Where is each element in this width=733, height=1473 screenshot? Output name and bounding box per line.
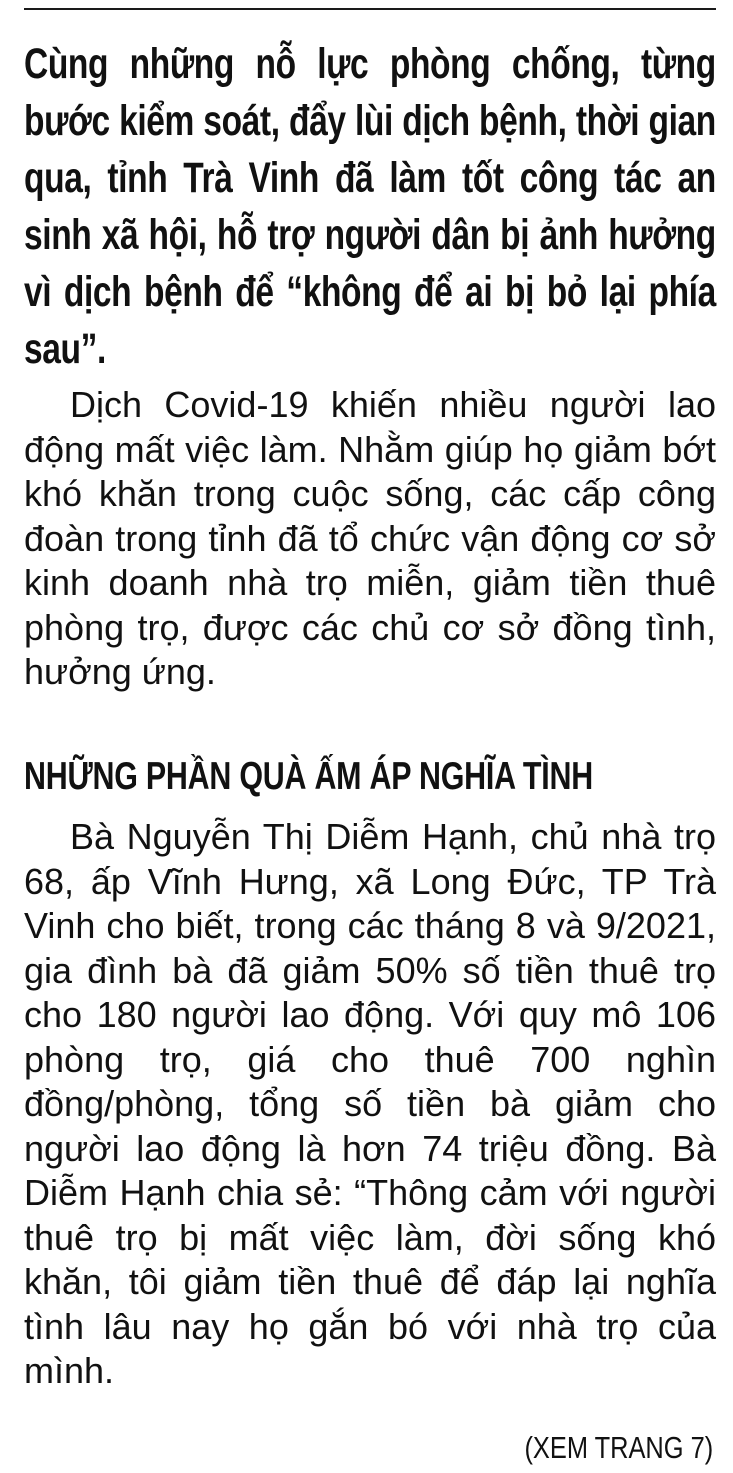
top-divider xyxy=(24,8,716,10)
section-subheading: NHỮNG PHẦN QUÀ ẤM ÁP NGHĨA TÌNH xyxy=(24,755,593,798)
article-paragraph: Dịch Covid-19 khiến nhiều người lao động mất việc làm. Nhằm giúp họ giảm bớt khó khăn trong cuộc sống, các cấp công đoàn trong tỉnh đã tổ chức vận động cơ sở kinh doanh nhà trọ miễn, giảm tiền thuê phòng trọ, được các chủ cơ sở đồng tình, hưởng ứng. xyxy=(24,384,716,692)
article-paragraph: Bà Nguyễn Thị Diễm Hạnh, chủ nhà trọ 68, ấp Vĩnh Hưng, xã Long Đức, TP Trà Vinh cho biết, trong các tháng 8 và 9/2021, gia đình bà đã giảm 50% số tiền thuê trọ cho 180 người lao động. Với quy mô 106 phòng trọ, giá cho thuê 700 nghìn đồng/phòng, tổng số tiền bà giảm cho người lao động là hơn 74 triệu đồng. Bà Diễm Hạnh chia sẻ: “Thông cảm với người thuê trọ bị mất việc làm, đời sống khó khăn, tôi giảm tiền thuê để đáp lại nghĩa tình lâu nay họ gắn bó với nhà trọ của mình. xyxy=(24,816,716,1391)
continued-on-page-link: (XEM TRANG 7) xyxy=(524,1430,713,1465)
article-lead: Cùng những nỗ lực phòng chống, từng bước kiểm soát, đẩy lùi dịch bệnh, thời gian qua, tỉnh Trà Vinh đã làm tốt công tác an sinh xã hội, hỗ trợ người dân bị ảnh hưởng vì dịch bệnh để “không để ai bị bỏ lại phía sau”. xyxy=(24,40,716,373)
